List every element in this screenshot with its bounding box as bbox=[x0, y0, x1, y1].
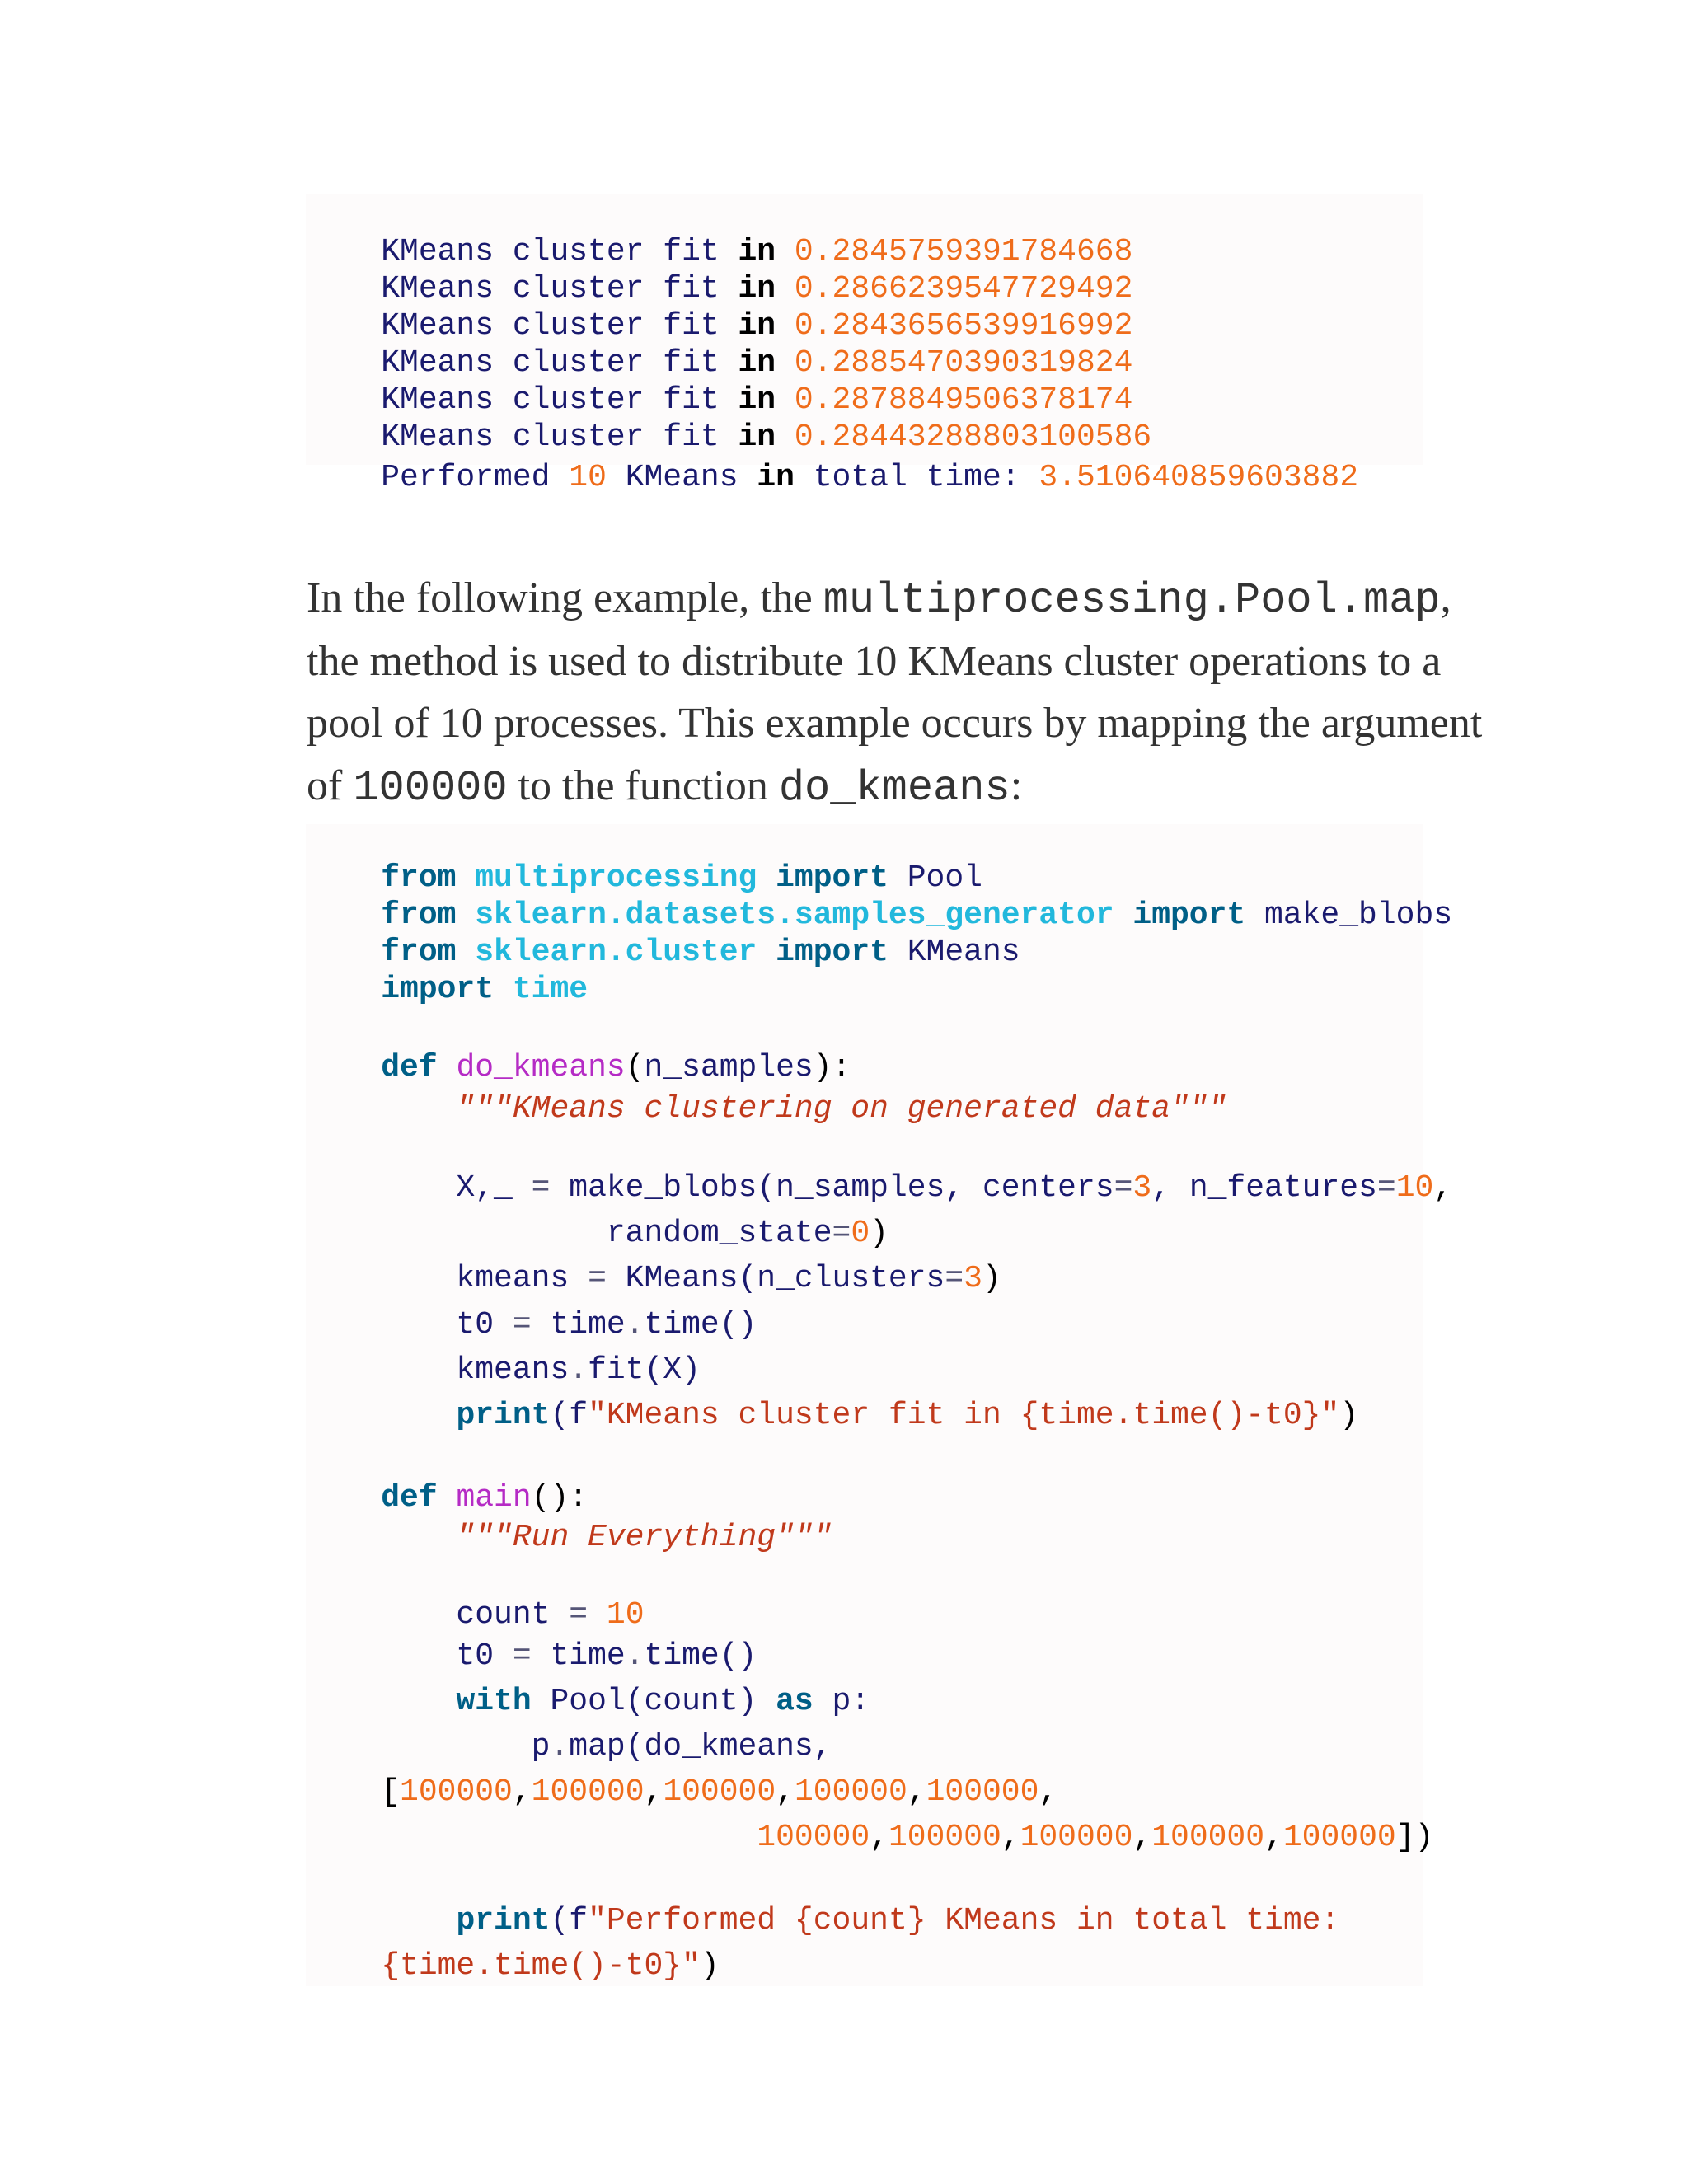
identifier: X,_ bbox=[381, 1170, 532, 1206]
punctuation: , bbox=[1433, 1170, 1453, 1206]
identifier: time() bbox=[644, 1638, 757, 1674]
identifier: kmeans bbox=[381, 1261, 588, 1296]
keyword: as bbox=[776, 1684, 814, 1719]
in-keyword: in bbox=[738, 234, 776, 269]
keyword: print bbox=[456, 1903, 551, 1938]
total-time: 3.510640859603882 bbox=[1039, 460, 1359, 495]
number: 100000 bbox=[757, 1820, 870, 1855]
punctuation: , bbox=[1132, 1820, 1152, 1855]
number: 100000 bbox=[926, 1774, 1039, 1810]
keyword: print bbox=[456, 1398, 551, 1433]
paragraph-text: : bbox=[1010, 762, 1023, 809]
source-code-block bbox=[306, 824, 1453, 1986]
code-line bbox=[306, 1783, 1434, 1855]
fit-output-line bbox=[306, 272, 1133, 344]
space bbox=[757, 935, 776, 970]
fit-time: 0.2843656539916992 bbox=[794, 308, 1133, 344]
code-line bbox=[306, 1647, 870, 1719]
identifier: make_blobs(n_samples, centers bbox=[550, 1170, 1114, 1206]
keyword: def bbox=[381, 1480, 438, 1516]
code-line bbox=[306, 1055, 1227, 1127]
identifier: KMeans(n_clusters bbox=[606, 1261, 945, 1296]
paragraph-text: pool of 10 processes. This example occurs by mapping the argument bbox=[307, 700, 1483, 747]
module-name: multiprocessing bbox=[475, 860, 757, 896]
operator: = bbox=[1376, 1170, 1396, 1206]
punctuation: ): bbox=[813, 1050, 851, 1085]
number: 3 bbox=[1132, 1170, 1152, 1206]
code-line bbox=[306, 1693, 832, 1765]
punctuation: ) bbox=[700, 1948, 720, 1984]
identifier: count bbox=[381, 1597, 570, 1633]
punctuation: , bbox=[1039, 1774, 1058, 1810]
operator: = bbox=[832, 1216, 851, 1251]
output-code-block bbox=[306, 194, 1423, 495]
punctuation: , bbox=[644, 1774, 663, 1810]
paragraph-text: , bbox=[1440, 574, 1451, 621]
fit-output-line bbox=[306, 383, 1152, 455]
punctuation: ( bbox=[625, 1050, 645, 1085]
fit-output-line bbox=[306, 309, 1133, 381]
code-line bbox=[306, 1602, 757, 1674]
number: 100000 bbox=[888, 1820, 1001, 1855]
code-line bbox=[306, 1014, 851, 1085]
fit-time: 0.2866239547729492 bbox=[794, 271, 1133, 307]
code-line bbox=[306, 1134, 1453, 1206]
punctuation: , bbox=[512, 1774, 532, 1810]
code-line bbox=[306, 1867, 1340, 1938]
operator: = bbox=[945, 1261, 964, 1296]
in-keyword: in bbox=[738, 308, 776, 344]
identifier: random_state bbox=[381, 1216, 832, 1251]
number: 100000 bbox=[400, 1774, 513, 1810]
identifier: t0 bbox=[381, 1638, 513, 1674]
module-name: time bbox=[512, 972, 588, 1007]
identifier: (f bbox=[550, 1398, 588, 1433]
inline-code: do_kmeans bbox=[778, 764, 1010, 813]
code-line bbox=[306, 1316, 701, 1388]
keyword: import bbox=[381, 972, 495, 1007]
identifier: t0 bbox=[381, 1307, 513, 1343]
code-line bbox=[306, 1361, 1359, 1433]
body-paragraph bbox=[264, 524, 1483, 813]
operator: = bbox=[588, 1261, 607, 1296]
operator: = bbox=[512, 1638, 532, 1674]
keyword: def bbox=[381, 1050, 438, 1085]
code-line bbox=[306, 1912, 720, 1984]
number: 10 bbox=[606, 1597, 645, 1633]
total-output-line bbox=[306, 424, 1359, 495]
punctuation: ) bbox=[1339, 1398, 1359, 1433]
number: 3 bbox=[964, 1261, 982, 1296]
identifier: time bbox=[531, 1638, 626, 1674]
fit-label: KMeans cluster fit bbox=[381, 234, 720, 269]
paragraph-text: In the following example, the bbox=[307, 574, 823, 621]
fit-output-line bbox=[306, 235, 1133, 307]
keyword: import bbox=[776, 860, 889, 896]
punctuation: , bbox=[776, 1774, 795, 1810]
total-suffix: total time: bbox=[813, 460, 1020, 495]
identifier: Pool bbox=[888, 860, 982, 896]
fit-label: KMeans cluster fit bbox=[381, 345, 720, 381]
keyword: from bbox=[381, 860, 457, 896]
code-line bbox=[306, 1483, 832, 1555]
identifier: n_samples bbox=[644, 1050, 814, 1085]
punctuation: (): bbox=[531, 1480, 588, 1516]
paragraph-line bbox=[264, 712, 1023, 813]
operator: = bbox=[1114, 1170, 1133, 1206]
keyword: with bbox=[456, 1684, 532, 1719]
punctuation: , bbox=[907, 1774, 926, 1810]
module-name: sklearn.datasets.samples_generator bbox=[475, 898, 1114, 933]
code-line bbox=[306, 1179, 889, 1251]
code-line bbox=[306, 824, 982, 896]
fit-time: 0.2885470390319824 bbox=[794, 345, 1133, 381]
identifier: map(do_kmeans, bbox=[569, 1729, 832, 1765]
string: "KMeans cluster fit in {time.time()-t0}" bbox=[588, 1398, 1340, 1433]
paragraph-line bbox=[264, 524, 1451, 625]
code-line bbox=[306, 1738, 1058, 1810]
paragraph-text: to the function bbox=[507, 762, 779, 809]
paragraph-text: the method is used to distribute 10 KMeans cluster operations to a bbox=[307, 638, 1442, 685]
space bbox=[494, 972, 513, 1007]
keyword: import bbox=[776, 935, 889, 970]
operator: . bbox=[569, 1352, 588, 1388]
number: 0 bbox=[851, 1216, 870, 1251]
punctuation: [ bbox=[381, 1774, 401, 1810]
fit-label: KMeans cluster fit bbox=[381, 382, 720, 418]
fit-label: KMeans cluster fit bbox=[381, 419, 720, 455]
punctuation: ) bbox=[982, 1261, 1001, 1296]
operator: . bbox=[550, 1729, 570, 1765]
in-keyword: in bbox=[738, 271, 776, 307]
in-keyword: in bbox=[757, 460, 795, 495]
code-line bbox=[306, 898, 1020, 970]
punctuation: , bbox=[870, 1820, 889, 1855]
inline-code: 100000 bbox=[353, 764, 508, 813]
number: 10 bbox=[1395, 1170, 1434, 1206]
fit-time: 0.2878849506378174 bbox=[794, 382, 1133, 418]
identifier: kmeans bbox=[381, 1352, 570, 1388]
code-line bbox=[306, 1561, 645, 1633]
identifier: make_blobs bbox=[1245, 898, 1453, 933]
number: 100000 bbox=[1020, 1820, 1133, 1855]
operator: = bbox=[531, 1170, 551, 1206]
fit-label: KMeans cluster fit bbox=[381, 271, 720, 307]
keyword: from bbox=[381, 898, 457, 933]
string: "Performed {count} KMeans in total time: bbox=[588, 1903, 1340, 1938]
in-keyword: in bbox=[738, 345, 776, 381]
identifier: fit(X) bbox=[588, 1352, 701, 1388]
number: 100000 bbox=[1151, 1820, 1265, 1855]
punctuation: ) bbox=[870, 1216, 889, 1251]
inline-code: multiprocessing.Pool.map bbox=[823, 576, 1441, 625]
identifier: , n_features bbox=[1151, 1170, 1377, 1206]
function-name: do_kmeans bbox=[456, 1050, 626, 1085]
operator: . bbox=[625, 1307, 645, 1343]
total-count: 10 bbox=[569, 460, 607, 495]
identifier: p: bbox=[813, 1684, 870, 1719]
code-line bbox=[306, 1225, 1001, 1296]
fit-output-line bbox=[306, 198, 1133, 269]
identifier: time bbox=[531, 1307, 626, 1343]
operator: = bbox=[569, 1597, 588, 1633]
identifier: KMeans bbox=[888, 935, 1020, 970]
number: 100000 bbox=[663, 1774, 776, 1810]
space bbox=[1114, 898, 1133, 933]
in-keyword: in bbox=[738, 382, 776, 418]
fit-time: 0.28443288803100586 bbox=[794, 419, 1152, 455]
code-line bbox=[306, 861, 1453, 933]
indent bbox=[381, 1398, 456, 1433]
identifier: Pool(count) bbox=[531, 1684, 776, 1719]
punctuation: , bbox=[1001, 1820, 1020, 1855]
string: {time.time()-t0}" bbox=[381, 1948, 701, 1984]
docstring: """KMeans clustering on generated data""" bbox=[381, 1091, 1227, 1127]
number: 100000 bbox=[531, 1774, 645, 1810]
number: 100000 bbox=[1282, 1820, 1396, 1855]
paragraph-text: of bbox=[307, 762, 354, 809]
code-line bbox=[306, 935, 588, 1007]
paragraph-line bbox=[264, 588, 1442, 685]
function-name: main bbox=[456, 1480, 532, 1516]
indent bbox=[381, 1820, 757, 1855]
keyword: import bbox=[1132, 898, 1246, 933]
operator: . bbox=[625, 1638, 645, 1674]
operator: = bbox=[512, 1307, 532, 1343]
total-mid: KMeans bbox=[625, 460, 738, 495]
fit-label: KMeans cluster fit bbox=[381, 308, 720, 344]
paragraph-line bbox=[264, 649, 1483, 747]
identifier: time() bbox=[644, 1307, 757, 1343]
total-prefix: Performed bbox=[381, 460, 551, 495]
code-line bbox=[306, 1271, 757, 1343]
fit-time: 0.2845759391784668 bbox=[794, 234, 1133, 269]
punctuation: ]) bbox=[1395, 1820, 1434, 1855]
punctuation: , bbox=[1264, 1820, 1283, 1855]
number: 100000 bbox=[794, 1774, 907, 1810]
code-line bbox=[306, 1444, 588, 1516]
module-name: sklearn.cluster bbox=[475, 935, 757, 970]
identifier: p bbox=[381, 1729, 551, 1765]
keyword: from bbox=[381, 935, 457, 970]
identifier: (f bbox=[550, 1903, 588, 1938]
docstring: """Run Everything""" bbox=[381, 1520, 832, 1555]
in-keyword: in bbox=[738, 419, 776, 455]
fit-output-line bbox=[306, 346, 1133, 418]
